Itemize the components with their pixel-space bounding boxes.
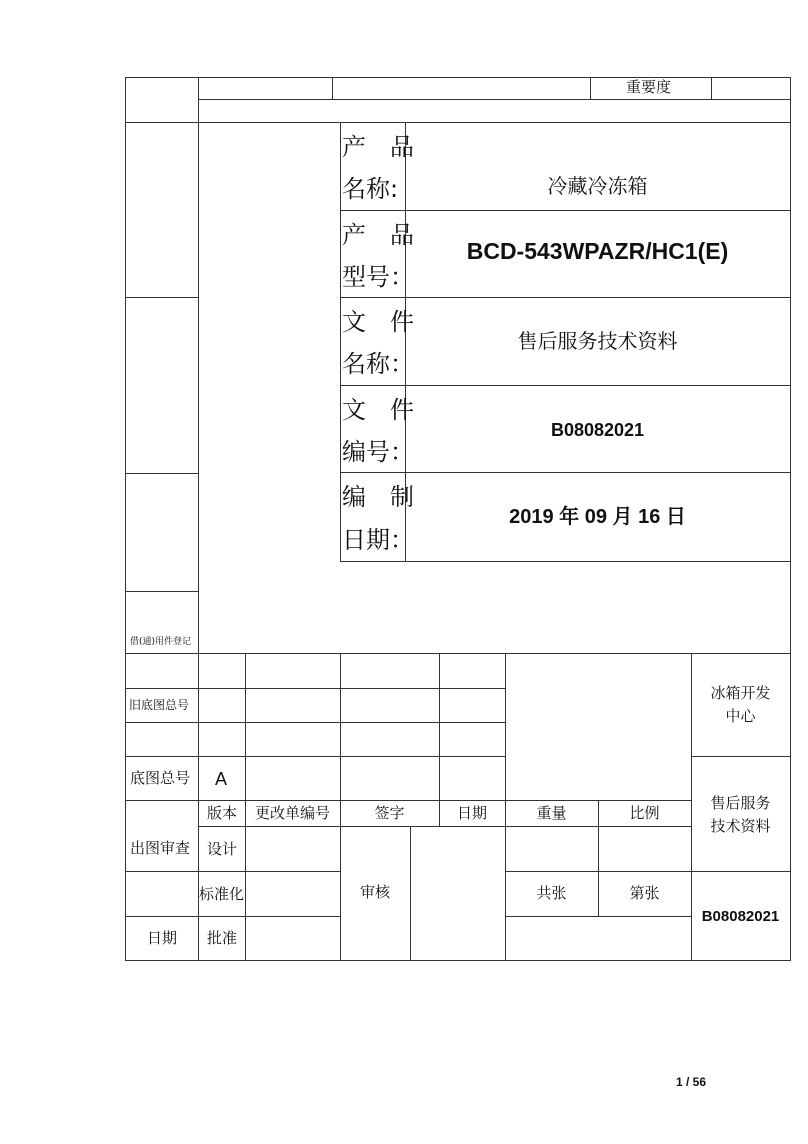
product-name-label-line1: 产 品	[342, 133, 414, 161]
doc-title-line1: 售后服务	[710, 794, 771, 812]
change-no-header: 更改单编号	[254, 804, 330, 822]
revision-value: A	[215, 769, 228, 789]
old-drawing-no-label: 旧底图总号	[129, 698, 190, 712]
total-sheets-label: 共张	[536, 884, 567, 902]
compile-date-value: 2019 年 09 月 16 日	[509, 506, 686, 528]
version-header: 版本	[207, 804, 238, 822]
importance-label: 重要度	[626, 78, 672, 96]
doc-no-label-line2: 编号：	[342, 438, 414, 466]
dept-line2: 中心	[725, 707, 756, 725]
date-label-line2: 日期：	[342, 526, 414, 554]
doc-name-value: 售后服务技术资料	[517, 329, 678, 353]
date-label-line1: 编 制	[342, 483, 414, 511]
doc-no-value: B08082021	[550, 420, 645, 440]
output-review-label: 出图审查	[130, 839, 191, 857]
signature-header: 签字	[374, 804, 405, 822]
review-label: 审核	[359, 883, 390, 901]
doc-title-line2: 技术资料	[710, 817, 771, 835]
date-sign-label: 日期	[147, 929, 178, 947]
dept-line1: 冰箱开发	[710, 684, 771, 702]
product-model-label-line2: 型号：	[342, 263, 414, 291]
scale-header: 比例	[629, 804, 660, 822]
product-model-value: BCD-543WPAZR/HC1(E)	[466, 238, 729, 264]
design-label: 设计	[207, 840, 238, 858]
doc-name-label-line1: 文 件	[342, 308, 414, 336]
product-name-label-line2: 名称:	[342, 175, 399, 203]
doc-no-label-line1: 文 件	[342, 396, 414, 424]
product-name-value: 冷藏冷冻箱	[547, 174, 648, 198]
sheet-no-label: 第张	[629, 884, 660, 902]
doc-name-label-line2: 名称：	[342, 350, 414, 378]
product-model-label-line1: 产 品	[342, 221, 414, 249]
page-indicator: 1 / 56	[676, 1075, 707, 1089]
standardization-label: 标准化	[199, 885, 245, 903]
date-header: 日期	[456, 804, 487, 822]
doc-code: B08082021	[701, 908, 780, 925]
drawing-no-label: 底图总号	[130, 769, 191, 787]
weight-header: 重量	[536, 804, 567, 822]
borrow-record-label: 借(通)用件登记	[130, 637, 192, 647]
approve-label: 批准	[207, 929, 238, 947]
